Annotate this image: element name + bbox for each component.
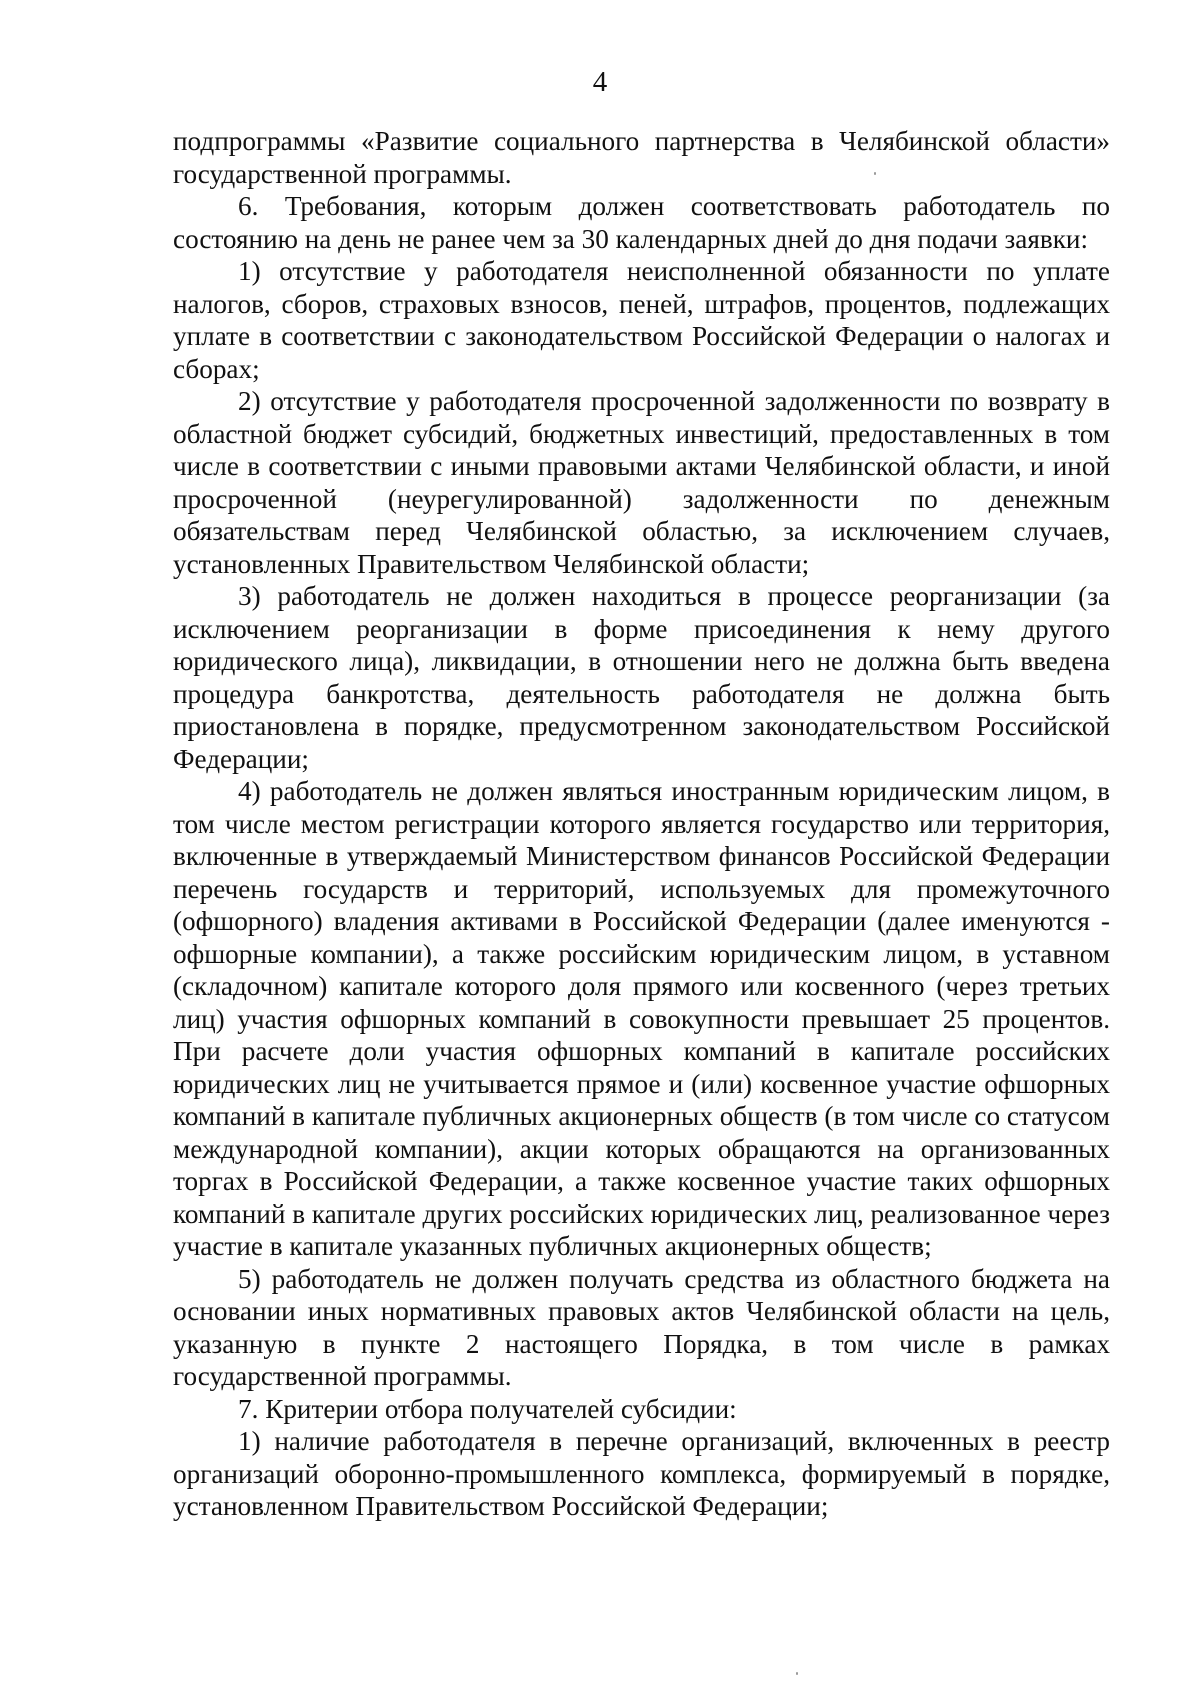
scan-speck <box>796 1672 798 1675</box>
page-number: 4 <box>592 66 608 98</box>
paragraph-requirement-5: 5) работодатель не должен получать средства из областного бюджета на основании иных нормативных правовых актов Челябинской области на цель, указанную в пункте 2 настоящего Порядка, в том числе в рамках государственной программы. <box>173 1263 1110 1391</box>
paragraph-requirement-3: 3) работодатель не должен находиться в процессе реорганизации (за исключением реорганизации в форме присоединения к нему другого юридического лица), ликвидации, в отношении него не должна быть введена процедура банкротства, деятельность работодателя не должна быть приостановлена в порядке, предусмотренном законодательством Российской Федерации; <box>173 581 1110 774</box>
scan-speck <box>874 172 876 175</box>
paragraph-requirement-1: 1) отсутствие у работодателя неисполненной обязанности по уплате налогов, сборов, страховых взносов, пеней, штрафов, процентов, подлежащих уплате в соответствии с законодательством Российской Федерации о налогах и сборах; <box>173 256 1110 384</box>
paragraph-item-6-requirements: 6. Требования, которым должен соответствовать работодатель по состоянию на день не ранее чем за 30 календарных дней до дня подачи заявки: <box>173 191 1110 254</box>
paragraph-subprogram-end: подпрограммы «Развитие социального партнерства в Челябинской области» государственной программы. <box>173 126 1110 189</box>
paragraph-requirement-2: 2) отсутствие у работодателя просроченной задолженности по возврату в областной бюджет субсидий, бюджетных инвестиций, предоставленных в том числе в соответствии с иными правовыми актами Челябинской области, и иной просроченной (неурегулированной) задолженности по денежным обязательствам перед Челябинской областью, за исключением случаев, установленных Правительством Челябинской области; <box>173 386 1110 579</box>
paragraph-item-7-criteria: 7. Критерии отбора получателей субсидии: <box>238 1393 737 1424</box>
paragraph-requirement-4: 4) работодатель не должен являться иностранным юридическим лицом, в том числе местом регистрации которого является государство или территория, включенные в утверждаемый Министерством финансов Российской Федерации перечень государств и территорий, используемых для промежуточного (офшорного) владения активами в Российской Федерации (далее именуются - офшорные компании), а также российским юридическим лицом, в уставном (складочном) капитале которого доля прямого или косвенного (через третьих лиц) участия офшорных компаний в совокупности превышает 25 процентов. При расчете доли участия офшорных компаний в капитале российских юридических лиц не учитывается прямое и (или) косвенное участие офшорных компаний в капитале публичных акционерных обществ (в том числе со статусом международной компании), акции которых обращаются на организованных торгах в Российской Федерации, а также косвенное участие таких офшорных компаний в капитале других российских юридических лиц, реализованное через участие в капитале указанных публичных акционерных обществ; <box>173 776 1110 1261</box>
document-body <box>173 125 1110 1523</box>
paragraph-criterion-1: 1) наличие работодателя в перечне организаций, включенных в реестр организаций оборонно-промышленного комплекса, формируемый в порядке, установленном Правительством Российской Федерации; <box>173 1426 1110 1521</box>
